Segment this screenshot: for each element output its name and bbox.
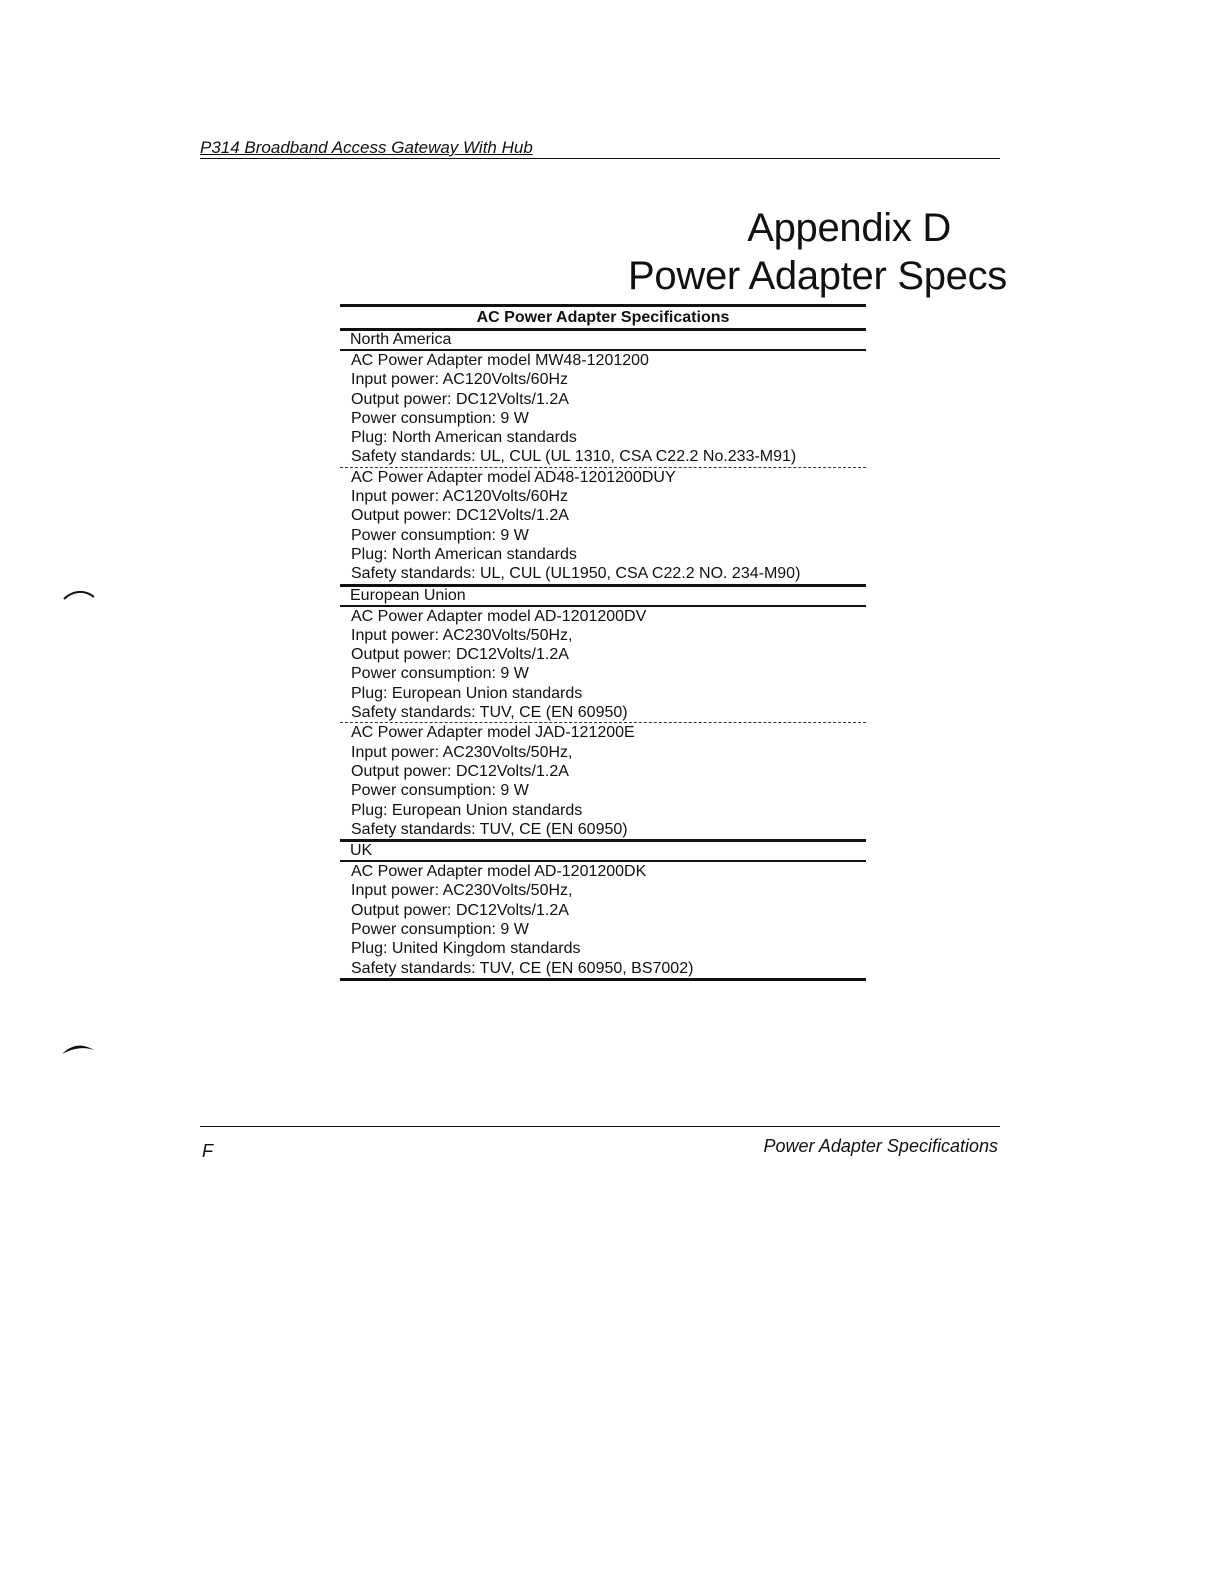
spec-line: AC Power Adapter model MW48-1201200: [351, 352, 649, 369]
spec-line: Input power: AC120Volts/60Hz: [351, 371, 569, 389]
spec-line: Power consumption: 9 W: [351, 665, 529, 683]
region-heading: European Union: [340, 587, 866, 607]
spec-line: Safety standards: TUV, CE (EN 60950): [351, 704, 628, 722]
spec-line: Power consumption: 9 W: [351, 921, 529, 939]
spec-line: Plug: European Union standards: [351, 801, 583, 819]
spec-line: Output power: DC12Volts/1.2A: [351, 646, 569, 664]
appendix-label: Appendix D: [747, 206, 951, 250]
spec-line: Plug: United Kingdom standards: [351, 940, 581, 958]
region-group: [340, 842, 866, 981]
spec-line: Power consumption: 9 W: [351, 409, 529, 427]
spec-line: Output power: DC12Volts/1.2A: [351, 762, 569, 780]
spec-line: Input power: AC230Volts/50Hz,: [351, 743, 573, 761]
spec-line: Safety standards: TUV, CE (EN 60950): [351, 820, 628, 838]
spec-line: Input power: AC120Volts/60Hz: [351, 488, 569, 506]
footer-rule: [200, 1126, 1000, 1127]
adapter-model-block: [340, 607, 866, 724]
region-heading: North America: [340, 331, 866, 351]
spec-line: Safety standards: UL, CUL (UL 1310, CSA C22.2 No.233-M91): [351, 448, 797, 466]
spec-line: Power consumption: 9 W: [351, 782, 529, 800]
spec-line: Power consumption: 9 W: [351, 526, 529, 544]
spec-line: Input power: AC230Volts/50Hz,: [351, 882, 573, 900]
region-group: [340, 331, 866, 587]
spec-line: Output power: DC12Volts/1.2A: [351, 901, 569, 919]
spec-line: Plug: North American standards: [351, 545, 577, 563]
spec-line: Safety standards: TUV, CE (EN 60950, BS7002): [351, 959, 694, 977]
adapter-model-block: [340, 351, 866, 468]
running-header: [200, 138, 1000, 159]
adapter-model-block: [340, 468, 866, 587]
adapter-model-block: [340, 723, 866, 842]
chapter-title: Power Adapter Specs: [628, 254, 1007, 298]
table-title: AC Power Adapter Specifications: [340, 304, 866, 331]
spec-line: Safety standards: UL, CUL (UL1950, CSA C22.2 NO. 234-M90): [351, 565, 801, 583]
spec-line: Output power: DC12Volts/1.2A: [351, 390, 569, 408]
power-adapter-spec-table: [340, 304, 866, 981]
region-heading: UK: [340, 842, 866, 862]
chapter-heading: [628, 204, 1007, 300]
spec-line: AC Power Adapter model AD48-1201200DUY: [351, 468, 676, 486]
spec-line: AC Power Adapter model AD-1201200DV: [351, 607, 647, 625]
spec-line: AC Power Adapter model AD-1201200DK: [351, 863, 647, 881]
spec-line: Input power: AC230Volts/50Hz,: [351, 626, 573, 644]
region-group: [340, 587, 866, 843]
footer-section-title: Power Adapter Specifications: [763, 1136, 998, 1156]
spec-line: AC Power Adapter model JAD-121200E: [351, 724, 635, 742]
running-header-title: P314 Broadband Access Gateway With Hub: [200, 138, 533, 157]
spec-line: Plug: European Union standards: [351, 684, 583, 702]
footer-page-label: F: [202, 1141, 213, 1161]
scan-mark: [62, 588, 96, 602]
scan-mark: [60, 1040, 96, 1058]
adapter-model-block: [340, 862, 866, 981]
spec-line: Plug: North American standards: [351, 429, 577, 447]
table-body: [340, 331, 866, 981]
spec-line: Output power: DC12Volts/1.2A: [351, 507, 569, 525]
